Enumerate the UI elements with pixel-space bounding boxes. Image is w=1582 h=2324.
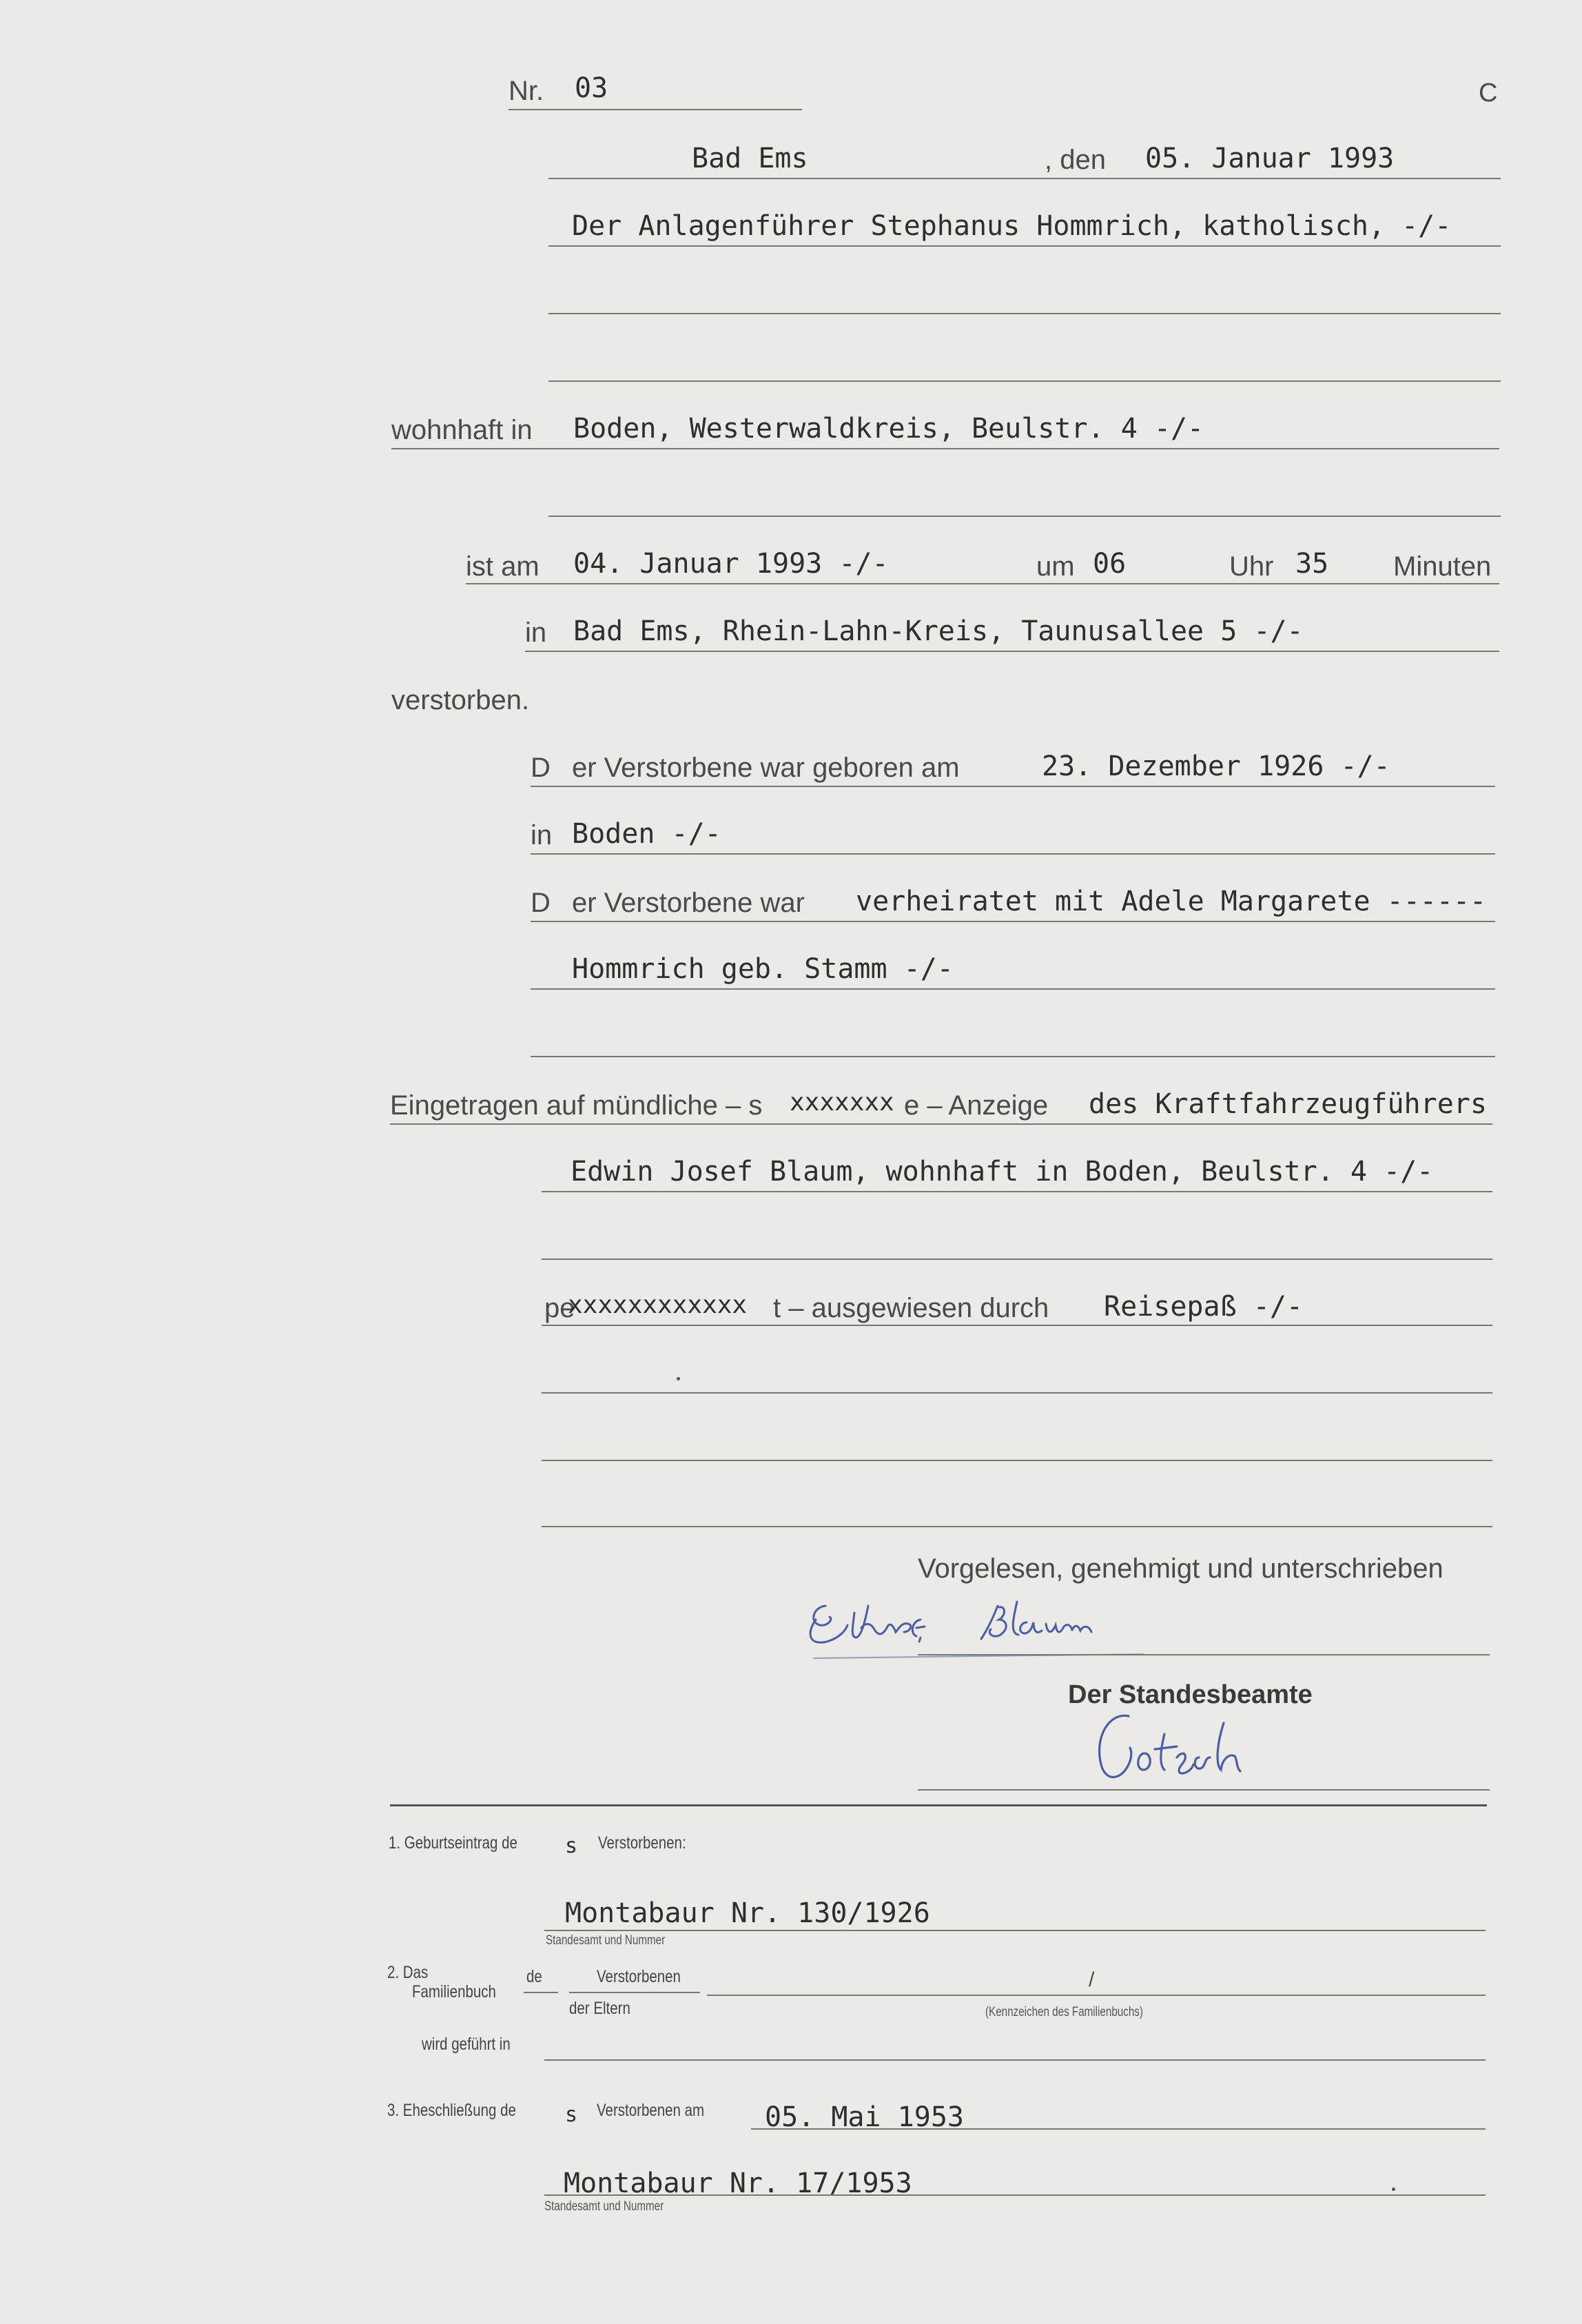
death-time-underline — [466, 583, 1499, 584]
note1-value: Montabaur Nr. 130/1926 — [565, 1897, 930, 1929]
death-minutes: 35 — [1295, 548, 1329, 580]
nr-value: 03 — [575, 72, 608, 104]
birth-d-label: D — [531, 753, 551, 783]
note3-caption: Standesamt und Nummer — [544, 2199, 664, 2214]
residence-label: wohnhaft in — [391, 415, 533, 445]
identity-prefix: pe — [544, 1293, 575, 1323]
note1-caption: Standesamt und Nummer — [546, 1933, 666, 1948]
report-underline-3 — [542, 1258, 1492, 1260]
note1-s: s — [565, 1834, 578, 1858]
note2-underline — [707, 1995, 1486, 1996]
informant-underline-2 — [548, 313, 1501, 314]
report-value: des Kraftfahrzeugführers — [1089, 1088, 1487, 1120]
report-struck: xxxxxxx — [790, 1088, 894, 1117]
report-underline-2 — [542, 1191, 1492, 1192]
note3-label: 3. Eheschließung de — [387, 2101, 516, 2120]
marital-value: verheiratet mit Adele Margarete ------ — [856, 886, 1487, 917]
identity-value: Reisepaß -/- — [1104, 1291, 1303, 1323]
read-approved-text: Vorgelesen, genehmigt und unterschrieben — [918, 1553, 1444, 1584]
death-minuten-label: Minuten — [1393, 551, 1492, 582]
marital-underline — [531, 921, 1495, 922]
nr-underline — [508, 109, 802, 110]
report-underline — [390, 1123, 1492, 1125]
identity-underline-4 — [542, 1526, 1492, 1527]
note2-option-divider — [569, 1992, 700, 1993]
death-ist-am-label: ist am — [466, 551, 540, 582]
note3-date: 05. Mai 1953 — [765, 2101, 964, 2133]
informant-signature — [799, 1592, 1158, 1668]
note3-mid: Verstorbenen am — [597, 2101, 705, 2120]
death-date: 04. Januar 1993 -/- — [573, 548, 889, 580]
section-divider — [390, 1804, 1487, 1806]
marital-prefix: er Verstorbene war — [572, 888, 805, 918]
report-line-2: Edwin Josef Blaum, wohnhaft in Boden, Beulstr. 4 -/- — [571, 1156, 1434, 1188]
registrar-label: Der Standesbeamte — [1068, 1680, 1313, 1709]
note1-label: 1. Geburtseintrag de — [389, 1833, 517, 1853]
death-um-label: um — [1036, 551, 1075, 582]
nr-label: Nr. — [508, 76, 544, 106]
note2-option-deceased: Verstorbenen — [597, 1967, 681, 1986]
note2-de-underline — [524, 1992, 558, 1993]
informant-line-1: Der Anlagenführer Stephanus Hommrich, katholisch, -/- — [572, 210, 1452, 242]
place-date-underline — [548, 178, 1501, 179]
identity-struck: xxxxxxxxxxxx — [568, 1291, 748, 1319]
verstorben-label: verstorben. — [391, 685, 530, 715]
registrar-signature-line — [918, 1789, 1490, 1791]
note1-underline — [544, 1930, 1486, 1931]
birth-prefix: er Verstorbene war geboren am — [572, 753, 960, 783]
form-letter: C — [1479, 79, 1498, 108]
death-uhr-label: Uhr — [1229, 551, 1274, 582]
note2-kept-label: wird geführt in — [422, 2035, 511, 2054]
marital-line-2: Hommrich geb. Stamm -/- — [572, 953, 954, 985]
informant-signature-line — [918, 1654, 1490, 1655]
note2-option-parents: der Eltern — [569, 1999, 630, 2018]
note2-caption: (Kennzeichen des Familienbuchs) — [985, 2005, 1143, 2019]
identity-underline-2 — [542, 1392, 1492, 1394]
note2-label-a: 2. Das — [387, 1963, 429, 1982]
marital-underline-3 — [531, 1056, 1495, 1057]
birth-date-underline — [531, 786, 1495, 787]
marital-underline-2 — [531, 988, 1495, 990]
note3-date-underline — [751, 2128, 1486, 2130]
record-date: 05. Januar 1993 — [1145, 143, 1395, 174]
note3-value: Montabaur Nr. 17/1953 — [564, 2168, 912, 2199]
identity-suffix: t – ausgewiesen durch — [773, 1293, 1049, 1323]
birth-place-underline — [531, 853, 1495, 855]
note2-slash: / — [1089, 1968, 1095, 1991]
den-label: , den — [1045, 145, 1106, 175]
note3-underline — [544, 2194, 1486, 2196]
residence-value: Boden, Westerwaldkreis, Beulstr. 4 -/- — [573, 413, 1204, 445]
note2-label-b: Familienbuch — [412, 1982, 496, 2001]
informant-underline-3 — [548, 380, 1501, 382]
residence-underline — [391, 448, 1499, 449]
note3-s: s — [565, 2103, 578, 2127]
identity-underline-3 — [542, 1460, 1492, 1461]
death-place-underline — [525, 651, 1499, 652]
death-in-label: in — [525, 618, 547, 648]
note1-suffix: Verstorbenen: — [598, 1833, 686, 1853]
informant-underline-1 — [548, 245, 1501, 247]
report-suffix: e – Anzeige — [904, 1090, 1049, 1121]
death-hour: 06 — [1093, 548, 1127, 580]
birth-date: 23. Dezember 1926 -/- — [1042, 751, 1390, 782]
registrar-signature — [1089, 1709, 1295, 1806]
marital-d-label: D — [531, 888, 551, 918]
ink-dot — [677, 1377, 680, 1380]
note2-kept-underline — [544, 2059, 1486, 2061]
ink-dot-2 — [1392, 2188, 1395, 2191]
place: Bad Ems — [692, 143, 808, 174]
death-place: Bad Ems, Rhein-Lahn-Kreis, Taunusallee 5 -/- — [573, 615, 1304, 647]
identity-underline — [542, 1325, 1492, 1326]
note2-de: de — [526, 1967, 542, 1986]
birth-place: Boden -/- — [572, 818, 721, 850]
residence-underline-2 — [548, 516, 1501, 517]
birth-in-label: in — [531, 820, 553, 850]
report-prefix: Eingetragen auf mündliche – s — [390, 1090, 763, 1121]
